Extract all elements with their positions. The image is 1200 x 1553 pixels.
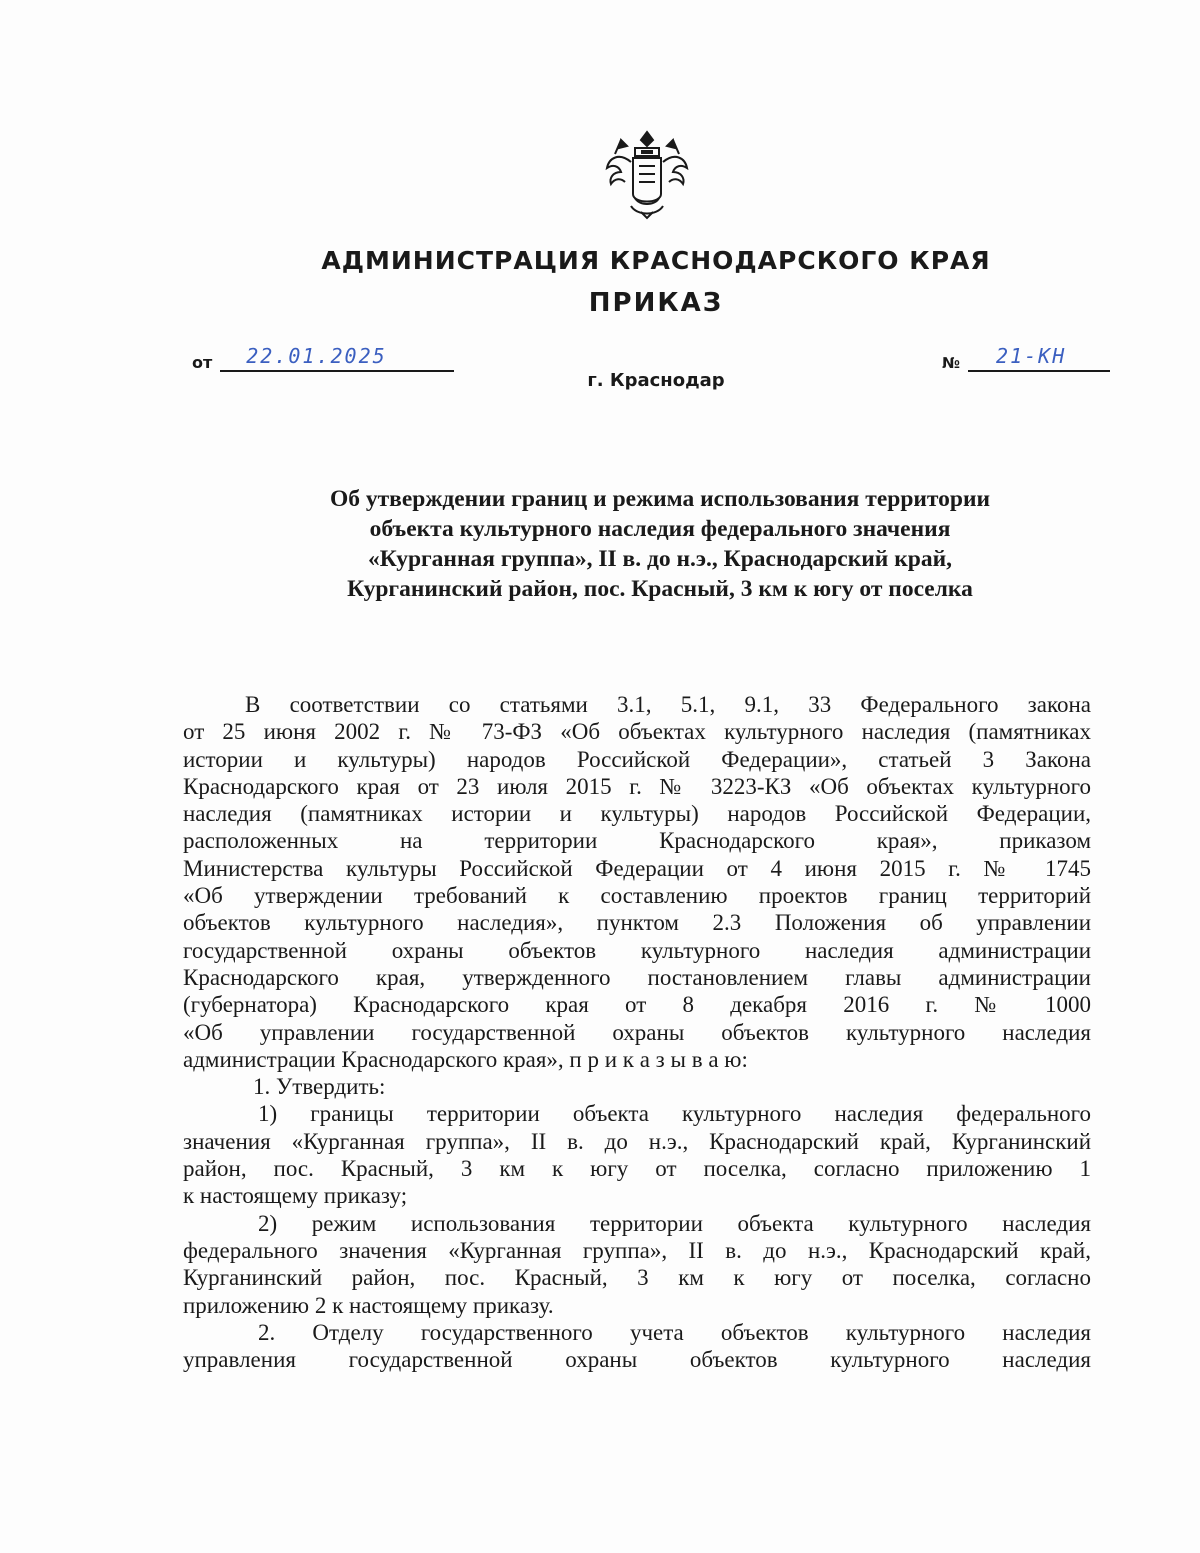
document-body — [183, 691, 1091, 1373]
date-label: от — [192, 353, 213, 372]
body-line: В соответствии со статьями 3.1, 5.1, 9.1, 33 Федерального закона — [245, 692, 1091, 717]
document-type: ПРИКАЗ — [588, 288, 724, 318]
date-field — [192, 344, 454, 372]
body-line: Краснодарского края, утвержденного постановлением главы администрации — [183, 964, 1091, 990]
document-subject — [160, 484, 1160, 604]
body-line: федерального значения «Курганная группа», II в. до н.э., Краснодарский край, — [183, 1237, 1091, 1263]
body-line: наследия (памятниках истории и культуры) народов Российской Федерации, — [183, 801, 1091, 827]
subject-line: Курганинский район, пос. Красный, 3 км к югу от поселка — [347, 576, 973, 602]
body-line: «Об утверждении требований к составлению проектов границ территорий — [183, 883, 1091, 909]
body-line: Курганинский район, пос. Красный, 3 км к югу от поселка, согласно — [183, 1265, 1091, 1291]
organization-title: АДМИНИСТРАЦИЯ КРАСНОДАРСКОГО КРАЯ — [321, 246, 991, 275]
body-line: администрации Краснодарского края», п р и к а з ы в а ю: — [183, 1046, 748, 1072]
body-line: (губернатора) Краснодарского края от 8 декабря 2016 г. № 1000 — [183, 992, 1091, 1018]
body-line: объектов культурного наследия», пунктом 2.3 Положения об управлении — [183, 910, 1091, 936]
body-line: от 25 июня 2002 г. № 73-ФЗ «Об объектах культурного наследия (памятниках — [183, 719, 1091, 745]
subject-line: объекта культурного наследия федерального значения — [369, 516, 951, 542]
number-field — [942, 344, 1110, 372]
city-label: г. Краснодар — [587, 370, 725, 391]
number-line — [968, 344, 1110, 372]
body-line: 2. Отделу государственного учета объектов культурного наследия — [258, 1319, 1091, 1345]
body-line: Министерства культуры Российской Федерации от 4 июня 2015 г. № 1745 — [183, 855, 1091, 881]
body-line: государственной охраны объектов культурного наследия администрации — [183, 937, 1091, 963]
body-line: «Об управлении государственной охраны объектов культурного наследия — [183, 1019, 1091, 1045]
subject-line: «Курганная группа», II в. до н.э., Краснодарский край, — [367, 546, 952, 572]
body-line: 1) границы территории объекта культурного наследия федерального — [258, 1101, 1091, 1127]
body-line: значения «Курганная группа», II в. до н.э., Краснодарский край, Курганинский — [183, 1128, 1091, 1154]
date-line — [220, 344, 454, 372]
body-line: истории и культуры) народов Российской Федерации», статьей 3 Закона — [183, 746, 1091, 772]
body-line: приложению 2 к настоящему приказу. — [183, 1292, 554, 1318]
item-1-title: 1. Утвердить: — [253, 1074, 386, 1100]
body-line: управления государственной охраны объектов культурного наследия — [183, 1347, 1091, 1373]
date-value: 22.01.2025 — [246, 344, 387, 368]
body-line: 2) режим использования территории объекта культурного наследия — [258, 1210, 1091, 1236]
body-line: район, пос. Красный, 3 км к югу от поселка, согласно приложению 1 — [183, 1156, 1091, 1182]
body-line: расположенных на территории Краснодарского края», приказом — [183, 828, 1091, 854]
number-value: 21-КН — [996, 344, 1067, 368]
body-line: к настоящему приказу; — [183, 1183, 408, 1209]
coat-of-arms-icon — [605, 128, 689, 222]
body-line: Краснодарского края от 23 июля 2015 г. № 3223-КЗ «Об объектах культурного — [183, 773, 1091, 799]
number-label: № — [942, 354, 961, 372]
subject-line: Об утверждении границ и режима использования территории — [329, 486, 991, 512]
